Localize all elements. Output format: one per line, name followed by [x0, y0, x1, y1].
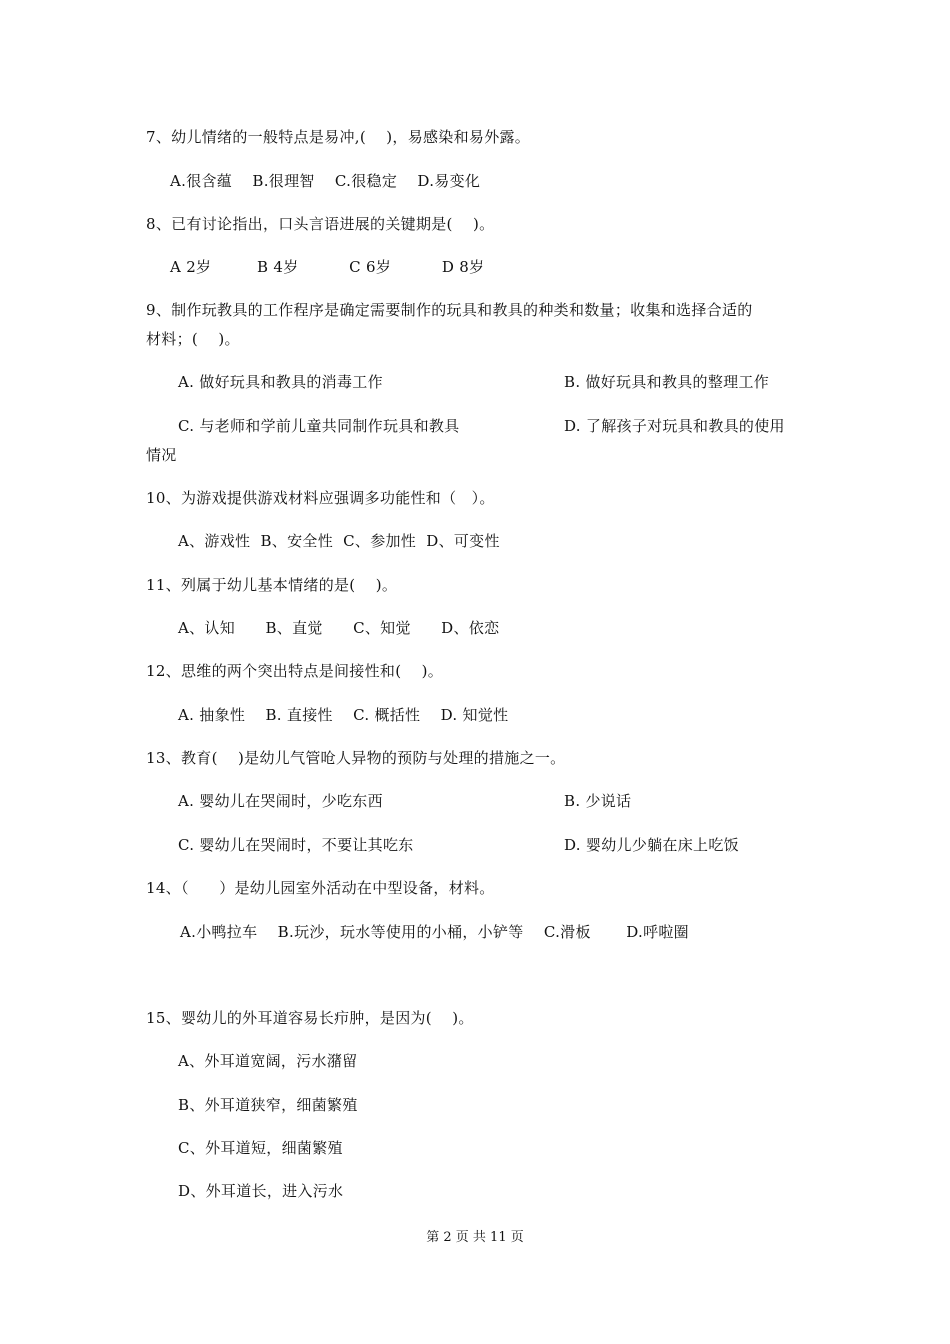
- question-9-option-b: B. 做好玩具和教具的整理工作: [564, 373, 770, 391]
- question-15-option-d: D、外耳道长，进入污水: [178, 1182, 344, 1200]
- question-10-stem: 10、为游戏提供游戏材料应强调多功能性和（ ）。: [146, 489, 495, 507]
- question-7-stem: 7、幼儿情绪的一般特点是易冲,( )，易感染和易外露。: [146, 128, 531, 146]
- question-15-option-c: C、外耳道短，细菌繁殖: [178, 1139, 343, 1157]
- question-13-option-c: C. 婴幼儿在哭闹时，不要让其吃东: [178, 836, 414, 854]
- question-14-stem: 14、（ ）是幼儿园室外活动在中型设备，材料。: [146, 879, 495, 897]
- question-8-stem: 8、已有讨论指出，口头言语进展的关键期是( )。: [146, 215, 495, 233]
- question-14-options: A.小鸭拉车 B.玩沙，玩水等使用的小桶，小铲等 C.滑板 D.呼啦圈: [180, 923, 689, 941]
- question-9-stem-line2: 材料；( )。: [146, 330, 240, 348]
- question-9-option-d: D. 了解孩子对玩具和教具的使用: [564, 417, 785, 435]
- question-9-option-a: A. 做好玩具和教具的消毒工作: [178, 373, 383, 391]
- question-7-options: A.很含蕴 B.很理智 C.很稳定 D.易变化: [170, 172, 481, 190]
- question-11-stem: 11、列属于幼儿基本情绪的是( )。: [146, 576, 398, 594]
- question-9-stem-line1: 9、制作玩教具的工作程序是确定需要制作的玩具和教具的种类和数量；收集和选择合适的: [146, 301, 753, 319]
- question-9-option-d-continued: 情况: [146, 446, 177, 464]
- page-number-footer: 第 2 页 共 11 页: [426, 1230, 524, 1245]
- question-12-stem: 12、思维的两个突出特点是间接性和( )。: [146, 662, 444, 680]
- question-13-stem: 13、教育( )是幼儿气管呛人异物的预防与处理的措施之一。: [146, 749, 566, 767]
- question-13-option-a: A. 婴幼儿在哭闹时，少吃东西: [178, 792, 383, 810]
- question-15-option-a: A、外耳道宽阔，污水潴留: [178, 1052, 358, 1070]
- question-11-options: A、认知 B、直觉 C、知觉 D、依恋: [178, 619, 500, 637]
- question-8-options: A 2岁 B 4岁 C 6岁 D 8岁: [170, 258, 485, 276]
- question-13-option-b: B. 少说话: [564, 792, 632, 810]
- question-10-options: A、游戏性 B、安全性 C、参加性 D、可变性: [178, 532, 500, 550]
- question-15-option-b: B、外耳道狭窄，细菌繁殖: [178, 1096, 358, 1114]
- question-13-option-d: D. 婴幼儿少躺在床上吃饭: [564, 836, 739, 854]
- question-15-stem: 15、婴幼儿的外耳道容易长疖肿，是因为( )。: [146, 1009, 474, 1027]
- question-9-option-c: C. 与老师和学前儿童共同制作玩具和教具: [178, 417, 460, 435]
- question-12-options: A. 抽象性 B. 直接性 C. 概括性 D. 知觉性: [178, 706, 509, 724]
